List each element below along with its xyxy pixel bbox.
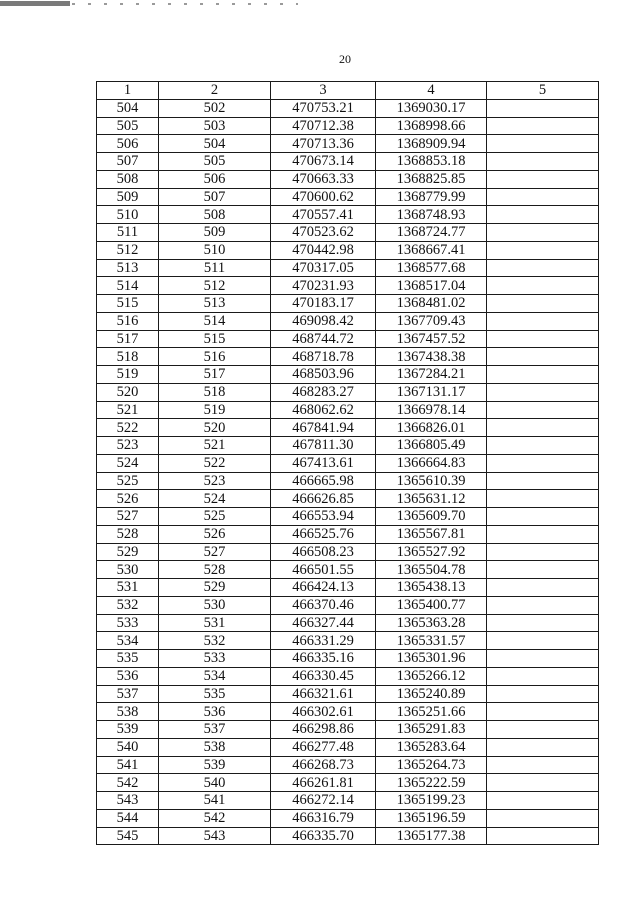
table-row xyxy=(97,117,599,135)
table-cell: 531 xyxy=(97,579,159,597)
table-cell xyxy=(487,685,599,703)
table-cell: 1366664.83 xyxy=(376,454,487,472)
table-row xyxy=(97,348,599,366)
table-cell xyxy=(487,312,599,330)
table-cell: 539 xyxy=(97,721,159,739)
table-cell: 514 xyxy=(97,277,159,295)
table-cell: 512 xyxy=(159,277,271,295)
header-row xyxy=(97,82,599,100)
table-cell: 1365283.64 xyxy=(376,738,487,756)
table-cell: 505 xyxy=(97,117,159,135)
table-row xyxy=(97,561,599,579)
table-cell: 504 xyxy=(159,135,271,153)
table-cell: 522 xyxy=(159,454,271,472)
table-cell xyxy=(487,543,599,561)
table-cell xyxy=(487,295,599,313)
table-cell: 1365438.13 xyxy=(376,579,487,597)
table-cell: 503 xyxy=(159,117,271,135)
table-cell xyxy=(487,241,599,259)
table-cell: 1365527.92 xyxy=(376,543,487,561)
table-cell: 1368825.85 xyxy=(376,170,487,188)
table-cell: 1365363.28 xyxy=(376,614,487,632)
table-cell: 470557.41 xyxy=(271,206,376,224)
table-row xyxy=(97,508,599,526)
table-cell: 509 xyxy=(159,224,271,242)
table-cell: 466330.45 xyxy=(271,667,376,685)
table-cell: 466298.86 xyxy=(271,721,376,739)
table-cell: 520 xyxy=(97,383,159,401)
table-cell: 530 xyxy=(97,561,159,579)
table-row xyxy=(97,632,599,650)
table-cell: 1365331.57 xyxy=(376,632,487,650)
table-cell xyxy=(487,472,599,490)
table-cell: 1369030.17 xyxy=(376,99,487,117)
table-row xyxy=(97,419,599,437)
table-cell: 1365266.12 xyxy=(376,667,487,685)
table-cell: 528 xyxy=(159,561,271,579)
table-cell: 543 xyxy=(159,827,271,845)
table-row xyxy=(97,650,599,668)
table-cell: 534 xyxy=(159,667,271,685)
table-cell: 542 xyxy=(97,774,159,792)
table-row xyxy=(97,454,599,472)
table-cell: 545 xyxy=(97,827,159,845)
scan-artifact-strip xyxy=(0,0,300,8)
table-cell xyxy=(487,206,599,224)
table-row xyxy=(97,721,599,739)
table-cell: 1365291.83 xyxy=(376,721,487,739)
table-row xyxy=(97,667,599,685)
table-cell xyxy=(487,596,599,614)
table-cell: 537 xyxy=(97,685,159,703)
table-cell: 466335.70 xyxy=(271,827,376,845)
table-row xyxy=(97,614,599,632)
table-cell xyxy=(487,224,599,242)
table-cell: 1365301.96 xyxy=(376,650,487,668)
table-cell: 539 xyxy=(159,756,271,774)
table-cell: 538 xyxy=(97,703,159,721)
table-row xyxy=(97,437,599,455)
table-cell xyxy=(487,827,599,845)
table-cell: 1368909.94 xyxy=(376,135,487,153)
table-cell: 1365196.59 xyxy=(376,809,487,827)
table-cell: 528 xyxy=(97,525,159,543)
table-cell xyxy=(487,632,599,650)
table-cell: 1366826.01 xyxy=(376,419,487,437)
table-cell: 1366978.14 xyxy=(376,401,487,419)
table-cell: 1365609.70 xyxy=(376,508,487,526)
table-cell: 470523.62 xyxy=(271,224,376,242)
table-cell xyxy=(487,667,599,685)
table-cell xyxy=(487,259,599,277)
table-cell xyxy=(487,348,599,366)
table-cell: 466626.85 xyxy=(271,490,376,508)
table-cell: 1365264.73 xyxy=(376,756,487,774)
table-cell: 510 xyxy=(159,241,271,259)
table-cell xyxy=(487,188,599,206)
table-cell: 1366805.49 xyxy=(376,437,487,455)
table-cell xyxy=(487,419,599,437)
table-cell xyxy=(487,401,599,419)
table-cell xyxy=(487,703,599,721)
table-row xyxy=(97,241,599,259)
table-cell: 470663.33 xyxy=(271,170,376,188)
table-cell: 515 xyxy=(97,295,159,313)
table-cell: 535 xyxy=(97,650,159,668)
table-cell: 522 xyxy=(97,419,159,437)
table-cell: 1367457.52 xyxy=(376,330,487,348)
table-cell: 467413.61 xyxy=(271,454,376,472)
table-row xyxy=(97,295,599,313)
table-cell: 467841.94 xyxy=(271,419,376,437)
table-cell: 511 xyxy=(97,224,159,242)
table-cell: 516 xyxy=(97,312,159,330)
table-cell: 466302.61 xyxy=(271,703,376,721)
table-cell: 466525.76 xyxy=(271,525,376,543)
table-row xyxy=(97,525,599,543)
table-row xyxy=(97,366,599,384)
table-cell: 1367438.38 xyxy=(376,348,487,366)
table-cell: 520 xyxy=(159,419,271,437)
table-cell xyxy=(487,579,599,597)
table-cell: 533 xyxy=(97,614,159,632)
table-row xyxy=(97,224,599,242)
table-cell: 468283.27 xyxy=(271,383,376,401)
coordinates-table xyxy=(96,81,599,845)
table-cell: 1368724.77 xyxy=(376,224,487,242)
table-cell: 506 xyxy=(97,135,159,153)
table-cell: 509 xyxy=(97,188,159,206)
column-header: 3 xyxy=(271,82,376,100)
table-row xyxy=(97,685,599,703)
table-cell: 518 xyxy=(159,383,271,401)
table-row xyxy=(97,277,599,295)
table-cell: 504 xyxy=(97,99,159,117)
table-cell: 466501.55 xyxy=(271,561,376,579)
table-cell: 1368998.66 xyxy=(376,117,487,135)
page-number: 20 xyxy=(339,52,351,66)
table-cell: 466508.23 xyxy=(271,543,376,561)
table-cell: 515 xyxy=(159,330,271,348)
table-cell: 523 xyxy=(159,472,271,490)
table-cell: 540 xyxy=(159,774,271,792)
table-cell: 466277.48 xyxy=(271,738,376,756)
table-cell: 1365567.81 xyxy=(376,525,487,543)
table-cell: 533 xyxy=(159,650,271,668)
table-cell: 536 xyxy=(97,667,159,685)
table-row xyxy=(97,153,599,171)
table-cell: 1368748.93 xyxy=(376,206,487,224)
table-cell: 466327.44 xyxy=(271,614,376,632)
table-cell: 540 xyxy=(97,738,159,756)
table-cell: 541 xyxy=(97,756,159,774)
table-cell: 1365631.12 xyxy=(376,490,487,508)
scan-artifact-dark xyxy=(0,1,70,6)
table-cell: 521 xyxy=(159,437,271,455)
table-cell: 529 xyxy=(159,579,271,597)
table-cell: 466335.16 xyxy=(271,650,376,668)
table-cell: 1368779.99 xyxy=(376,188,487,206)
table-cell: 510 xyxy=(97,206,159,224)
table-cell: 1368577.68 xyxy=(376,259,487,277)
table-cell xyxy=(487,792,599,810)
table-cell: 470673.14 xyxy=(271,153,376,171)
table-cell: 468062.62 xyxy=(271,401,376,419)
table-cell: 470713.36 xyxy=(271,135,376,153)
table-cell: 535 xyxy=(159,685,271,703)
table-cell: 536 xyxy=(159,703,271,721)
table-cell: 470753.21 xyxy=(271,99,376,117)
table-row xyxy=(97,809,599,827)
table-cell: 1365400.77 xyxy=(376,596,487,614)
table-cell xyxy=(487,774,599,792)
table-cell: 1365222.59 xyxy=(376,774,487,792)
table-row xyxy=(97,792,599,810)
table-cell xyxy=(487,437,599,455)
table-cell: 513 xyxy=(159,295,271,313)
table-cell: 525 xyxy=(159,508,271,526)
table-cell: 541 xyxy=(159,792,271,810)
table-row xyxy=(97,827,599,845)
table-row xyxy=(97,206,599,224)
table-row xyxy=(97,170,599,188)
table-cell: 524 xyxy=(97,454,159,472)
table-row xyxy=(97,99,599,117)
table-cell: 466321.61 xyxy=(271,685,376,703)
table-cell xyxy=(487,614,599,632)
table-cell: 468744.72 xyxy=(271,330,376,348)
table-row xyxy=(97,188,599,206)
table-row xyxy=(97,490,599,508)
table-cell: 470712.38 xyxy=(271,117,376,135)
table-cell: 534 xyxy=(97,632,159,650)
table-cell: 470231.93 xyxy=(271,277,376,295)
table-cell: 542 xyxy=(159,809,271,827)
table-cell: 467811.30 xyxy=(271,437,376,455)
table-cell xyxy=(487,330,599,348)
scan-artifact-dots xyxy=(72,3,298,5)
table-cell: 506 xyxy=(159,170,271,188)
table-cell: 531 xyxy=(159,614,271,632)
table-cell: 470317.05 xyxy=(271,259,376,277)
table-cell: 532 xyxy=(159,632,271,650)
table-cell: 527 xyxy=(97,508,159,526)
table-cell: 1365240.89 xyxy=(376,685,487,703)
table-cell: 1365199.23 xyxy=(376,792,487,810)
table-row xyxy=(97,401,599,419)
table-cell: 519 xyxy=(97,366,159,384)
table-cell: 529 xyxy=(97,543,159,561)
table-cell: 511 xyxy=(159,259,271,277)
table-cell xyxy=(487,135,599,153)
table-cell: 518 xyxy=(97,348,159,366)
table-cell: 469098.42 xyxy=(271,312,376,330)
table-cell: 1367131.17 xyxy=(376,383,487,401)
table-cell: 508 xyxy=(159,206,271,224)
table-cell: 537 xyxy=(159,721,271,739)
table-body xyxy=(97,99,599,845)
table-cell: 514 xyxy=(159,312,271,330)
table-cell: 530 xyxy=(159,596,271,614)
table-cell: 521 xyxy=(97,401,159,419)
table-row xyxy=(97,312,599,330)
table-row xyxy=(97,543,599,561)
table-cell: 505 xyxy=(159,153,271,171)
table-cell: 508 xyxy=(97,170,159,188)
table-cell: 526 xyxy=(97,490,159,508)
table-cell xyxy=(487,561,599,579)
table-cell: 1368517.04 xyxy=(376,277,487,295)
table-cell: 466268.73 xyxy=(271,756,376,774)
table-cell: 1367709.43 xyxy=(376,312,487,330)
table-cell xyxy=(487,277,599,295)
table-row xyxy=(97,738,599,756)
table-cell xyxy=(487,117,599,135)
table-cell xyxy=(487,153,599,171)
table-cell: 470183.17 xyxy=(271,295,376,313)
table-cell: 502 xyxy=(159,99,271,117)
table-cell: 517 xyxy=(97,330,159,348)
table-cell: 466553.94 xyxy=(271,508,376,526)
table-cell xyxy=(487,99,599,117)
table-cell: 519 xyxy=(159,401,271,419)
table-cell xyxy=(487,366,599,384)
table-cell: 468503.96 xyxy=(271,366,376,384)
table-cell xyxy=(487,721,599,739)
table-row xyxy=(97,703,599,721)
table-cell xyxy=(487,809,599,827)
table-row xyxy=(97,756,599,774)
table-cell: 538 xyxy=(159,738,271,756)
table-row xyxy=(97,579,599,597)
table-cell xyxy=(487,525,599,543)
table-cell xyxy=(487,490,599,508)
table-cell: 466370.46 xyxy=(271,596,376,614)
table-cell: 466665.98 xyxy=(271,472,376,490)
table-cell: 543 xyxy=(97,792,159,810)
table-cell: 527 xyxy=(159,543,271,561)
table-cell: 470442.98 xyxy=(271,241,376,259)
table-cell: 524 xyxy=(159,490,271,508)
table-cell: 507 xyxy=(159,188,271,206)
table-row xyxy=(97,259,599,277)
column-header: 2 xyxy=(159,82,271,100)
table-cell xyxy=(487,756,599,774)
table-cell: 466424.13 xyxy=(271,579,376,597)
table-cell: 468718.78 xyxy=(271,348,376,366)
table-cell: 1368667.41 xyxy=(376,241,487,259)
table-cell: 1368853.18 xyxy=(376,153,487,171)
table-cell: 466331.29 xyxy=(271,632,376,650)
table-cell: 526 xyxy=(159,525,271,543)
column-header: 4 xyxy=(376,82,487,100)
table-cell xyxy=(487,650,599,668)
table-cell: 1365504.78 xyxy=(376,561,487,579)
table-row xyxy=(97,330,599,348)
table-cell: 523 xyxy=(97,437,159,455)
table-cell: 466261.81 xyxy=(271,774,376,792)
table-cell: 1367284.21 xyxy=(376,366,487,384)
table-cell: 1365251.66 xyxy=(376,703,487,721)
table-row xyxy=(97,596,599,614)
table-cell: 1365610.39 xyxy=(376,472,487,490)
table-cell: 513 xyxy=(97,259,159,277)
table-row xyxy=(97,774,599,792)
table-cell: 1368481.02 xyxy=(376,295,487,313)
table-cell: 507 xyxy=(97,153,159,171)
table-cell xyxy=(487,738,599,756)
table-row xyxy=(97,472,599,490)
table-cell xyxy=(487,508,599,526)
table-cell: 512 xyxy=(97,241,159,259)
table-row xyxy=(97,383,599,401)
table-cell: 466272.14 xyxy=(271,792,376,810)
table-cell: 532 xyxy=(97,596,159,614)
table-cell xyxy=(487,170,599,188)
table-cell: 1365177.38 xyxy=(376,827,487,845)
table-cell: 516 xyxy=(159,348,271,366)
column-header: 5 xyxy=(487,82,599,100)
table-row xyxy=(97,135,599,153)
table-cell: 466316.79 xyxy=(271,809,376,827)
table-cell: 544 xyxy=(97,809,159,827)
column-header: 1 xyxy=(97,82,159,100)
table-cell: 525 xyxy=(97,472,159,490)
table-cell xyxy=(487,454,599,472)
table-cell xyxy=(487,383,599,401)
table-cell: 517 xyxy=(159,366,271,384)
table-cell: 470600.62 xyxy=(271,188,376,206)
